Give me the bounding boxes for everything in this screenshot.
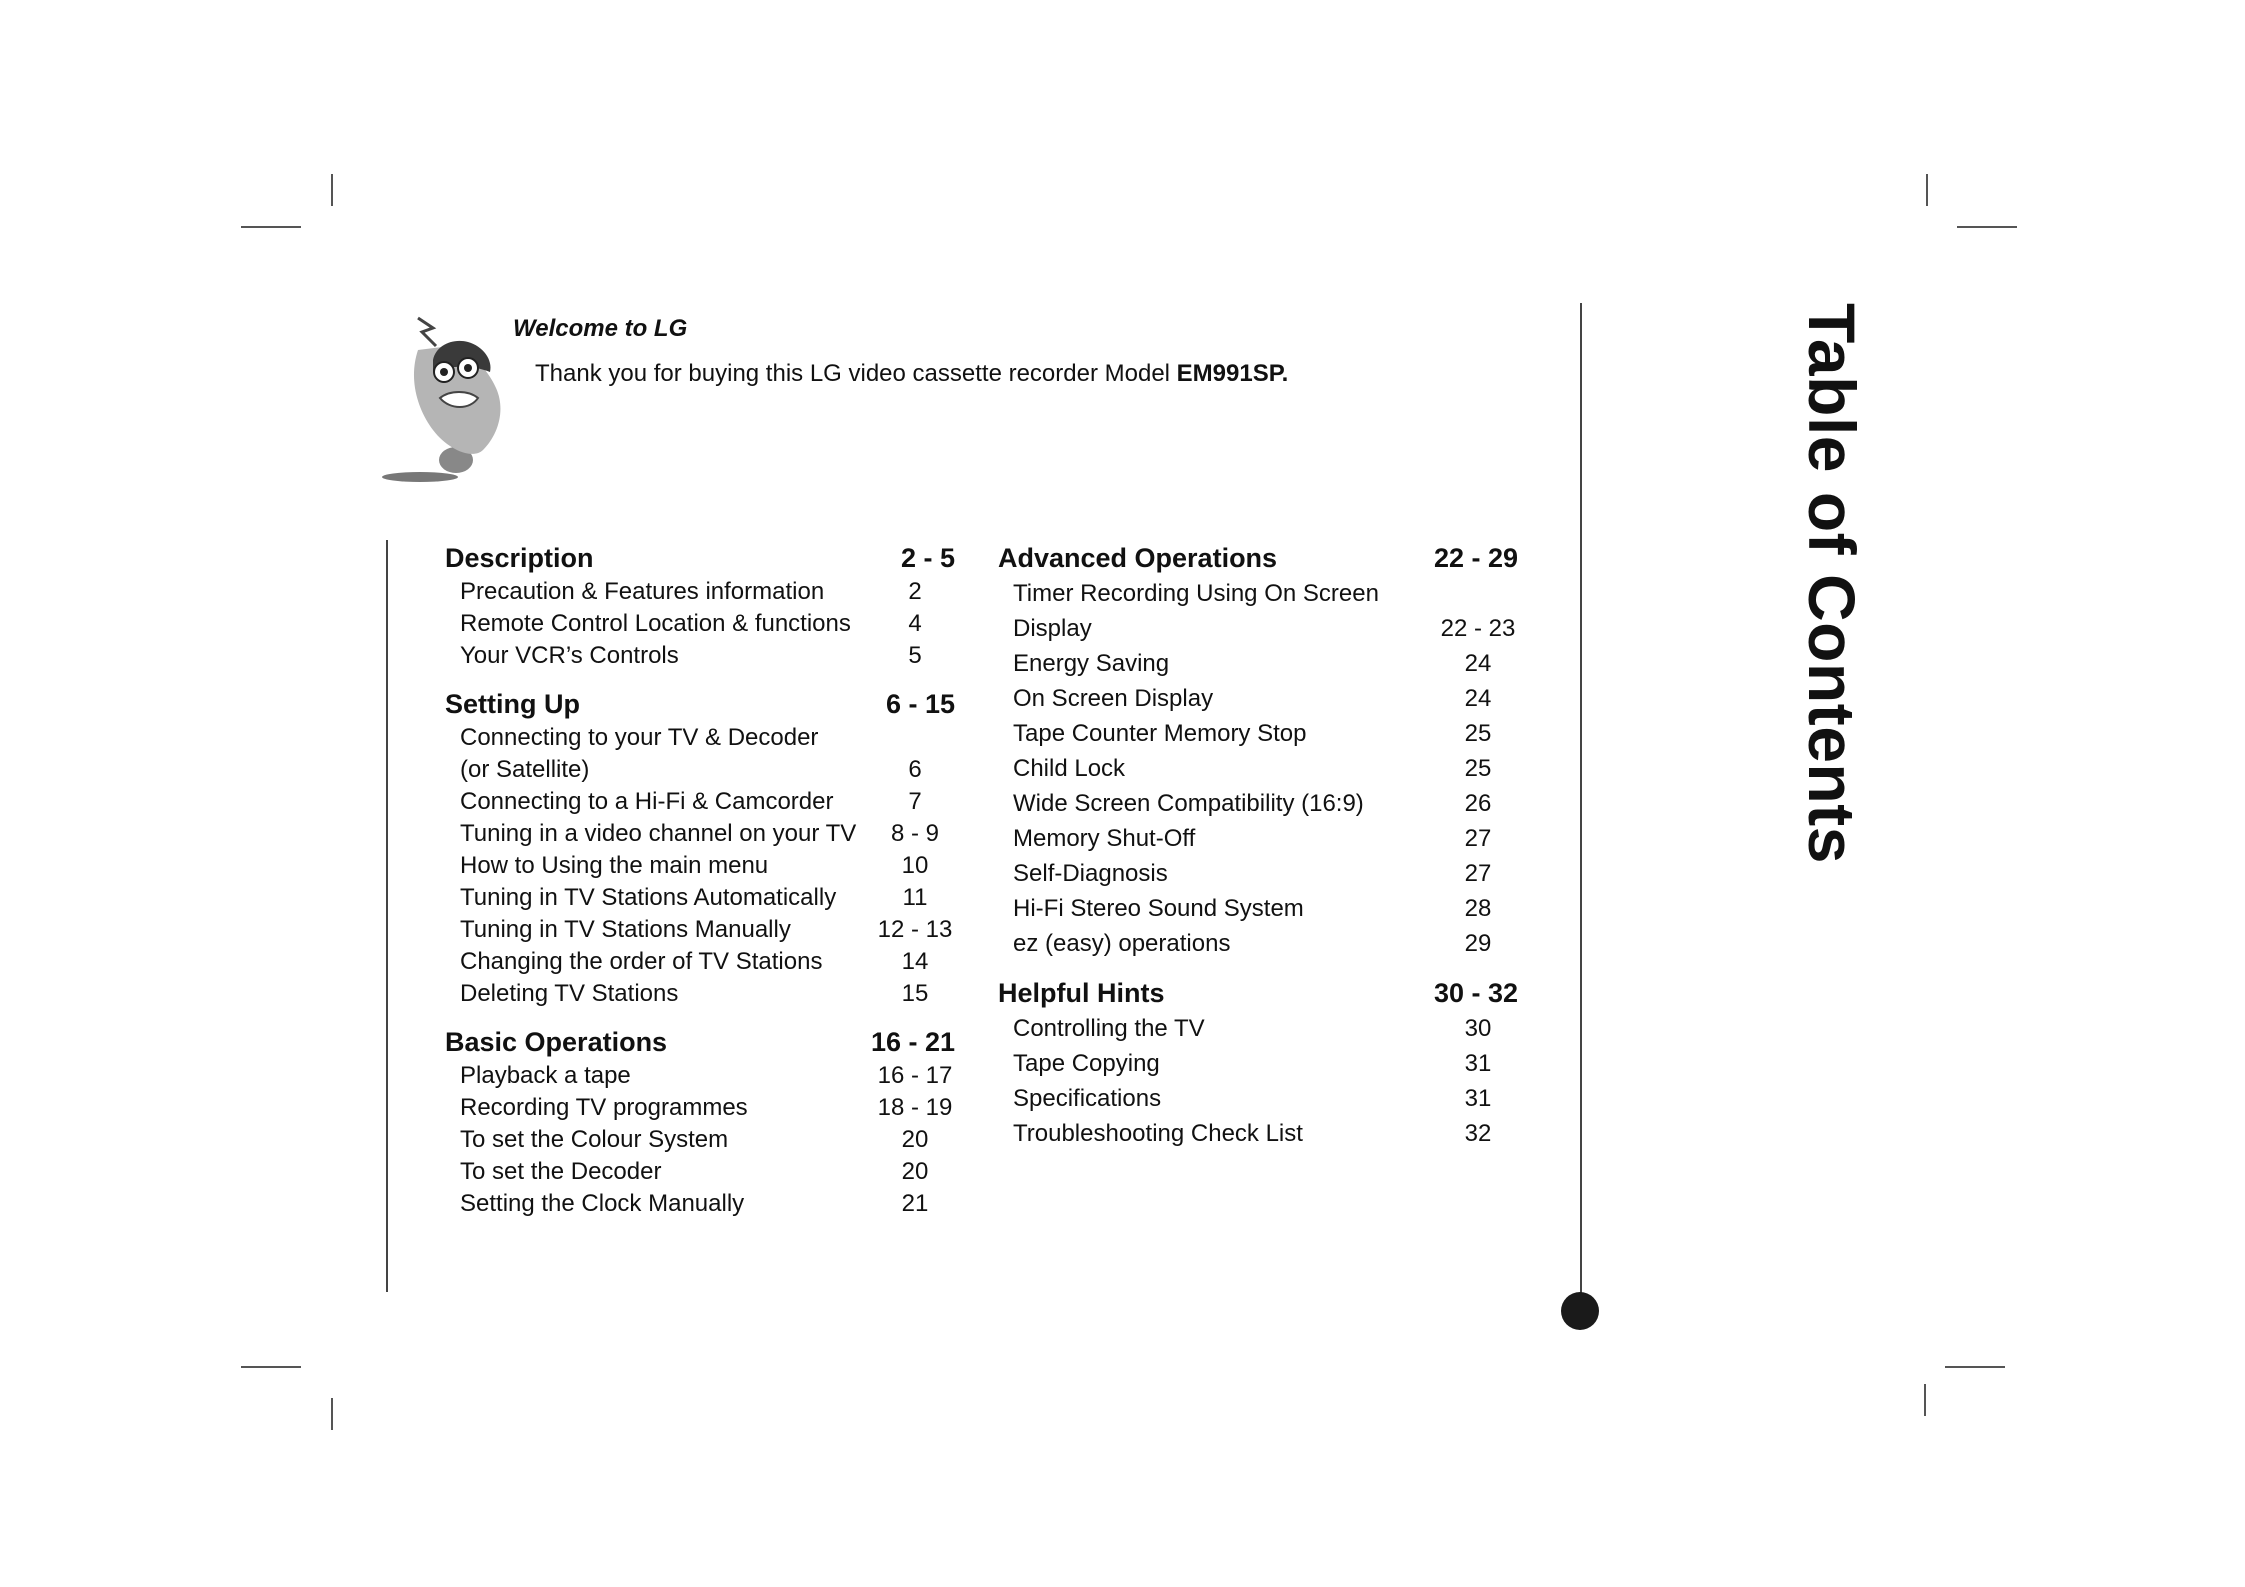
entry-page: 4	[908, 610, 922, 637]
entry-label: Connecting to your TV & Decoder (or Satellite)	[460, 724, 819, 783]
entry-page: 18 - 19	[877, 1094, 953, 1121]
entry-page: 24	[1464, 685, 1492, 712]
entry-label: Deleting TV Stations	[460, 980, 679, 1007]
entry-label: Precaution & Features information	[460, 578, 825, 605]
entry-page: 12 - 13	[877, 916, 953, 943]
entry-page: 30	[1464, 1015, 1492, 1042]
entry-label: Memory Shut-Off	[1013, 825, 1196, 852]
crop-mark	[241, 226, 301, 228]
entry-page: 5	[908, 642, 922, 669]
entry-label: Tape Copying	[1013, 1050, 1160, 1077]
crop-mark	[1945, 1366, 2005, 1368]
section-pages: 2 - 5	[900, 543, 955, 573]
side-title-text: Table of Contents	[1795, 303, 1869, 864]
entry-page: 27	[1464, 825, 1492, 852]
toc-entry[interactable]	[998, 926, 1518, 961]
model-number: EM991SP.	[1176, 360, 1289, 387]
toc-entry[interactable]	[998, 1046, 1518, 1081]
entry-label: ez (easy) operations	[1013, 930, 1231, 957]
toc-entry[interactable]	[998, 751, 1518, 786]
entry-page: 10	[901, 852, 929, 879]
section-pages: 22 - 29	[1433, 543, 1518, 573]
entry-page: 6	[908, 756, 922, 783]
entry-label: Changing the order of TV Stations	[460, 948, 823, 975]
page-marker-dot	[1561, 1292, 1599, 1330]
side-title	[1790, 303, 1870, 863]
entry-label: Connecting to a Hi-Fi & Camcorder	[460, 788, 834, 815]
toc-entry[interactable]	[445, 978, 955, 1010]
entry-label: Tuning in TV Stations Manually	[460, 916, 791, 943]
section-heading[interactable]	[445, 686, 955, 722]
entry-label: Setting the Clock Manually	[460, 1190, 745, 1217]
entry-page: 26	[1464, 790, 1492, 817]
toc-entry[interactable]	[998, 891, 1518, 926]
welcome-title: Welcome to LG	[513, 315, 688, 342]
toc-entry[interactable]	[998, 1116, 1518, 1151]
divider-left	[386, 540, 388, 1292]
entry-label: Specifications	[1013, 1085, 1162, 1112]
entry-label: Timer Recording Using On Screen Display	[1013, 580, 1379, 642]
entry-page: 8 - 9	[890, 820, 940, 847]
section-title: Setting Up	[445, 689, 580, 719]
entry-label: Troubleshooting Check List	[1013, 1120, 1303, 1147]
toc-entry[interactable]	[998, 1011, 1518, 1046]
entry-label: Tape Counter Memory Stop	[1013, 720, 1307, 747]
lg-mascot-image	[378, 310, 528, 490]
entry-page: 29	[1464, 930, 1492, 957]
toc-entry[interactable]	[998, 821, 1518, 856]
toc-entry[interactable]	[998, 716, 1518, 751]
toc-section	[998, 540, 1518, 961]
entry-label: Energy Saving	[1013, 650, 1170, 677]
entry-page: 31	[1464, 1050, 1492, 1077]
entry-page: 15	[901, 980, 929, 1007]
crop-mark	[331, 1398, 333, 1430]
entry-page: 22 - 23	[1440, 615, 1516, 642]
toc-column-right	[998, 540, 1518, 1165]
section-heading[interactable]	[445, 1024, 955, 1060]
section-title: Advanced Operations	[998, 543, 1278, 573]
toc-entry[interactable]	[445, 576, 955, 608]
section-title: Basic Operations	[445, 1027, 668, 1057]
toc-section	[445, 686, 955, 1010]
entry-page: 14	[901, 948, 929, 975]
toc-entry[interactable]	[445, 1124, 955, 1156]
crop-mark	[241, 1366, 301, 1368]
toc-entry[interactable]	[445, 1060, 955, 1092]
entry-page: 32	[1464, 1120, 1492, 1147]
toc-entry[interactable]	[998, 576, 1518, 646]
toc-entry[interactable]	[445, 946, 955, 978]
entry-page: 28	[1464, 895, 1492, 922]
entry-label: On Screen Display	[1013, 685, 1214, 712]
entry-label: Controlling the TV	[1013, 1015, 1205, 1042]
entry-page: 11	[902, 884, 928, 911]
section-pages: 6 - 15	[885, 689, 955, 719]
crop-mark	[331, 174, 333, 206]
toc-entry[interactable]	[445, 1188, 955, 1220]
entry-page: 25	[1464, 755, 1492, 782]
entry-label: Child Lock	[1013, 755, 1126, 782]
toc-entry[interactable]	[998, 856, 1518, 891]
entry-page: 21	[901, 1190, 929, 1217]
welcome-text	[535, 360, 1288, 388]
toc-entry[interactable]	[445, 640, 955, 672]
toc-entry[interactable]	[998, 1081, 1518, 1116]
section-pages: 16 - 21	[870, 1027, 955, 1057]
crop-mark	[1957, 226, 2017, 228]
section-pages: 30 - 32	[1433, 978, 1518, 1008]
entry-label: Tuning in a video channel on your TV	[460, 820, 857, 847]
toc-entry[interactable]	[998, 786, 1518, 821]
entry-label: Hi-Fi Stereo Sound System	[1013, 895, 1304, 922]
section-title: Description	[445, 543, 594, 573]
section-title: Helpful Hints	[998, 978, 1165, 1008]
entry-label: Recording TV programmes	[460, 1094, 748, 1121]
entry-page: 16 - 17	[877, 1062, 953, 1089]
entry-page: 25	[1464, 720, 1492, 747]
toc-entry[interactable]	[998, 681, 1518, 716]
toc-entry[interactable]	[445, 914, 955, 946]
crop-mark	[1926, 174, 1928, 206]
crop-mark	[1924, 1384, 1926, 1416]
section-heading[interactable]	[445, 540, 955, 576]
entry-label: Tuning in TV Stations Automatically	[460, 884, 837, 911]
toc-entry[interactable]	[445, 850, 955, 882]
entry-label: How to Using the main menu	[460, 852, 769, 879]
entry-page: 7	[908, 788, 922, 815]
entry-label: Playback a tape	[460, 1062, 631, 1089]
toc-entry[interactable]	[998, 646, 1518, 681]
divider-right	[1580, 303, 1582, 1298]
toc-section	[445, 540, 955, 672]
welcome-text-prefix: Thank you for buying this LG video cassette recorder Model	[535, 360, 1177, 387]
entry-label: Self-Diagnosis	[1013, 860, 1168, 887]
toc-section	[998, 975, 1518, 1151]
entry-page: 31	[1464, 1085, 1492, 1112]
toc-column-left	[445, 540, 955, 1234]
toc-entry[interactable]	[445, 818, 955, 850]
toc-entry[interactable]	[445, 1156, 955, 1188]
entry-page: 27	[1464, 860, 1492, 887]
entry-label: Remote Control Location & functions	[460, 610, 851, 637]
toc-entry[interactable]	[445, 786, 955, 818]
entry-label: To set the Colour System	[460, 1126, 729, 1153]
entry-label: Wide Screen Compatibility (16:9)	[1013, 790, 1364, 817]
toc-section	[445, 1024, 955, 1220]
section-heading[interactable]	[998, 975, 1518, 1011]
entry-label: To set the Decoder	[460, 1158, 662, 1185]
section-heading[interactable]	[998, 540, 1518, 576]
entry-page: 20	[901, 1158, 929, 1185]
toc-entry[interactable]	[445, 882, 955, 914]
entry-label: Your VCR’s Controls	[460, 642, 679, 669]
toc-entry[interactable]	[445, 722, 955, 786]
entry-page: 24	[1464, 650, 1492, 677]
entry-page: 20	[901, 1126, 929, 1153]
toc-entry[interactable]	[445, 608, 955, 640]
entry-page: 2	[908, 578, 922, 605]
toc-entry[interactable]	[445, 1092, 955, 1124]
